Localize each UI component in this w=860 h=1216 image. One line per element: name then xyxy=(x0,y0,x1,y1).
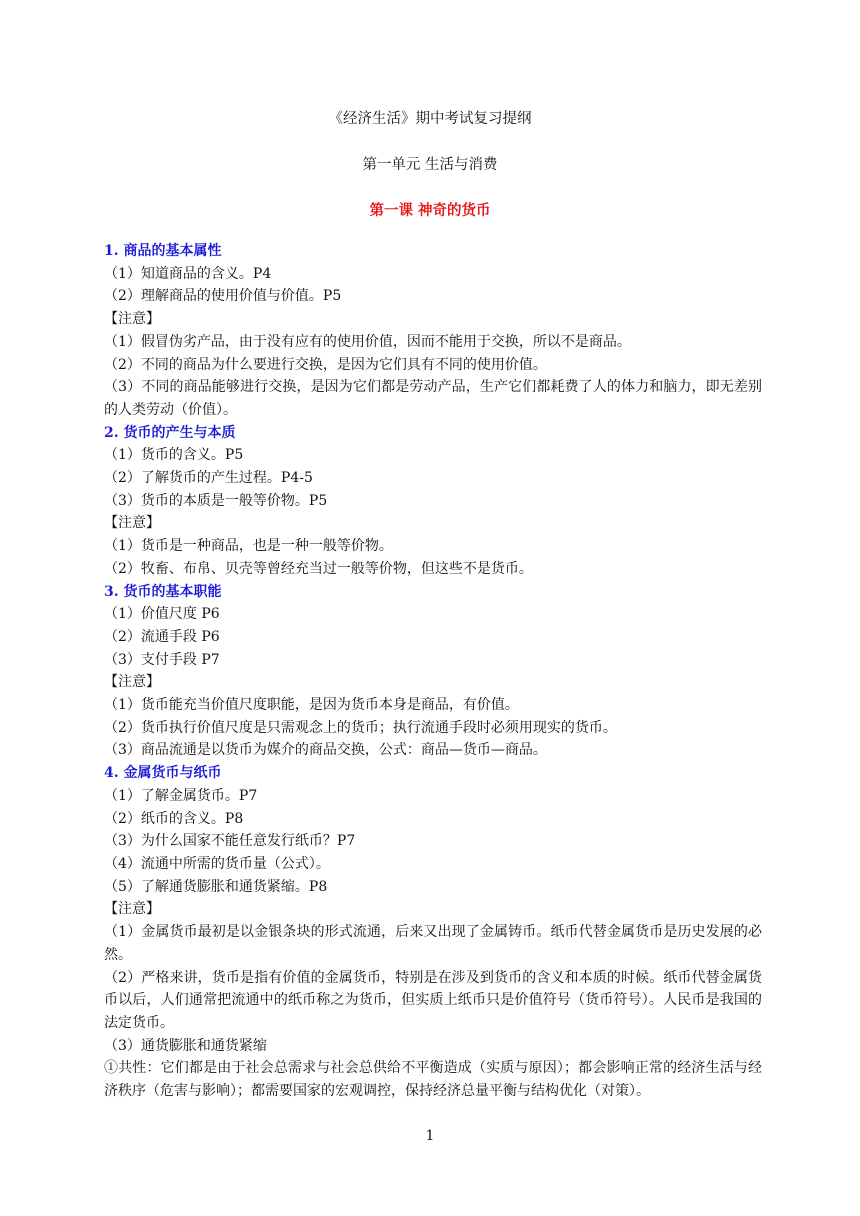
document-body xyxy=(104,240,762,1103)
list-item: （2）了解货币的产生过程。P4-5 xyxy=(104,470,313,487)
unit-title: 第一单元 生活与消费 xyxy=(362,157,498,173)
section-heading: 2. 货币的产生与本质 xyxy=(104,424,236,441)
note-item: （1）金属货币最初是以金银条块的形式流通，后来又出现了金属铸币。纸币代替金属货币是历史发展的必然。 xyxy=(104,924,762,963)
page-number: 1 xyxy=(425,1128,435,1144)
list-item: （5）了解通货膨胀和通货紧缩。P8 xyxy=(104,878,328,895)
list-item: （2）纸币的含义。P8 xyxy=(104,810,244,827)
note-item: （2）严格来讲，货币是指有价值的金属货币，特别是在涉及到货币的含义和本质的时候。纸币代替金属货币以后，人们通常把流通中的纸币称之为货币，但实质上纸币只是价值符号（货币符号）。人民币是我国的法定货币。 xyxy=(104,969,762,1031)
note-item: （2）不同的商品为什么要进行交换，是因为它们具有不同的使用价值。 xyxy=(104,356,547,373)
note-label: 【注意】 xyxy=(104,515,160,532)
list-item: （1）价值尺度 P6 xyxy=(104,606,220,623)
section-heading: 1. 商品的基本属性 xyxy=(104,243,222,259)
list-item: （2）流通手段 P6 xyxy=(104,628,220,645)
note-item: （2）货币执行价值尺度是只需观念上的货币；执行流通手段时必须用现实的货币。 xyxy=(104,719,617,736)
note-item: （1）货币是一种商品，也是一种一般等价物。 xyxy=(104,538,393,555)
note-item: （3）通货膨胀和通货紧缩 xyxy=(104,1037,267,1054)
note-label: 【注意】 xyxy=(104,311,160,328)
list-item: （1）货币的含义。P5 xyxy=(104,447,244,464)
list-item: （3）为什么国家不能任意发行纸币？P7 xyxy=(104,833,356,850)
list-item: （1）了解金属货币。P7 xyxy=(104,787,258,804)
lesson-title: 第一课 神奇的货币 xyxy=(369,202,491,219)
list-item: （3）支付手段 P7 xyxy=(104,651,220,668)
section-heading: 4. 金属货币与纸币 xyxy=(104,765,222,782)
note-item: （3）不同的商品能够进行交换，是因为它们都是劳动产品，生产它们都耗费了人的体力和脑力，即无差别的人类劳动（价值）。 xyxy=(104,379,762,418)
note-item: （1）假冒伪劣产品，由于没有应有的使用价值，因而不能用于交换，所以不是商品。 xyxy=(104,333,631,350)
list-item: （1）知道商品的含义。P4 xyxy=(104,265,272,282)
note-label: 【注意】 xyxy=(104,901,160,918)
note-item: ①共性：它们都是由于社会总需求与社会总供给不平衡造成（实质与原因）；都会影响正常的经济生活与经济秩序（危害与影响）；都需要国家的宏观调控，保持经济总量平衡与结构优化（对策）。 xyxy=(104,1060,762,1100)
list-item: （2）理解商品的使用价值与价值。P5 xyxy=(104,288,342,305)
note-label: 【注意】 xyxy=(104,674,160,691)
document-title: 《经济生活》期中考试复习提纲 xyxy=(328,111,532,127)
note-item: （1）货币能充当价值尺度职能，是因为货币本身是商品，有价值。 xyxy=(104,697,519,714)
note-item: （3）商品流通是以货币为媒介的商品交换，公式：商品—货币—商品。 xyxy=(104,742,547,759)
list-item: （4）流通中所需的货币量（公式）。 xyxy=(104,855,330,872)
section-heading: 3. 货币的基本职能 xyxy=(104,583,222,600)
note-item: （2）牧畜、布帛、贝壳等曾经充当过一般等价物，但这些不是货币。 xyxy=(104,560,533,577)
list-item: （3）货币的本质是一般等价物。P5 xyxy=(104,492,328,509)
